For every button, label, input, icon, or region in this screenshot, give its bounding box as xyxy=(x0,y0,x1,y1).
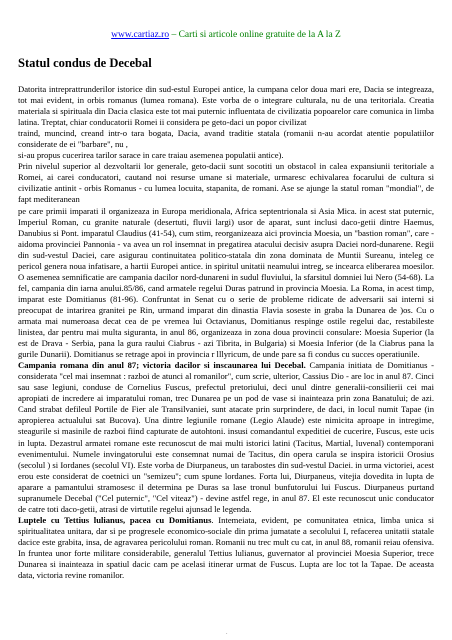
header-line xyxy=(0,30,452,40)
paragraph: pe care primii imparati il organizeaza in Europa meridionala, Africa septentrionala si Asia Mica. in acest stat puternic, Imperiul Roman, cu granite naturale (desertuti, fluvii largi) usor de aparat, sunt inclusi daco-getii dintre Haemus, Danubius si Pont. imparatul Claudius (41-54), cum stim, reorganizeaza aici provincia Moesia, un "bastion roman", care - aidoma provinciei Pannonia - va avea un rol insemnat in pregatirea atacului decisiv asupra Daciei nord-dunarene. Regii din sud-vestul Daciei, care asigurau continuitatea politico-statala din zona dominata de Muntii Sureanu, inteleg ce pericol genera noua infatisare, a hartii Europei antice. in spiritul unitatii neamului intreg, se incearca eliberarea moesilor. O asemenea semnificatie are campania dacilor nord-dunareni in sudul fluviului, la sfarsitul domniei lui Nero (54-68). La fel, campania din iarna anului.85/86, cand armatele regelui Duras patrund in provincia Moesia. La Roma, in acest timp, imparat este Domitianus (81-96). Confruntat in Senat cu o serie de probleme ridicate de adversarii sai interni si preocupat de intarirea granitei pe Rin, urmand imparat din dinastia Flavia soseste in graba la Dunarea de )os. Cu o armata mai numeroasa decat cea de pe vremea lui Octavianus, Domitianus respinge ostile regelui dac, restabileste linistea, dar pentru mai multa siguranta, in anul 86, organizeaza in zona doua provincii consulare: Moesia Superior (la est de Drava - Serbia, pana la gura raului Ciabrus - azi Tibrita, in Bulgaria) si Moesia Inferior (de la Ciabrus pana la gurile Dunarii). Domitianus se retrage apoi in provincia r lllyricum, de unde pare sa fi condus cu succes operatiunile. xyxy=(18,205,434,360)
section-paragraph xyxy=(18,360,434,515)
paragraph: Prin nivelul superior al dezvoltarii lor generale, geto-dacii sunt socotiti un obstacol in calea expansiunii teritoriale a Romei, ai carei conducatori, cautand noi resurse umane si materiale, urmaresc echivalarea focarului de cultura si civilizatie antinit - orbis Romanus - cu lumea locuita, stapanita, de romani. Ase se ajunge la statul roman "mondial", de fapt mediteranean xyxy=(18,161,434,205)
site-link[interactable]: www.cartiaz.ro xyxy=(111,30,170,40)
site-tagline: – Carti si articole online gratuite de la A la Z xyxy=(169,30,341,40)
section-text: Campania initiata de Domitianus - considerata "cel mai insemnat : razboi de atunci al romanilor", cum scrie, ulterior, Cassius Dio - are loc in anul 87. Cinci sau sase legiuni, conduse de Cornelius Fuscus, prefectul pretoriului, deci unul dintre generalii-consilierii cei mai apropiati de incredere ai imparatului roman, trec Dunarea pe un pod de vase si inainteaza prin zona Banatului; de azi. Cand strabat defileul Portile de Fier ale Transilvaniei, sunt atacate prin surprindere, de daci, in locul numit Tapae (in apropierea actualului sat Bucova). Una dintre legiunile romane (Legio Alaude) este nimicita aproape in intregime, steagurile si masinile de razboi fiind capturate de autohtoni. insusi comandantul expeditiei de cucerire, Fuscus, este ucis in lupta. Dezastrul armatei romane este recunoscut de mai multi istorici latini (Tacitus, Martial, luvenal) contemporani evenimentului. Numele invingatorului este consemnat numai de Tacitus, din opera carula se inspira istoricii Orosius (secolul ) si Iordanes (secolul VI). Este vorba de Diurpaneus, un tarabostes din sud-vestul Daciei. in urma victoriei, acest erou este considerat de coetnici un "semizeu"; cum spune lordanes. Forta lui, Diurpaneus, vitejia dovedita in lupta de aparare a pamantului stramosesc il determina pe Duras sa lase tronul bunfutorului lui Fuscus. Diurpaneus purtand supranumele Decebal ("Cel puternic", "Cel viteaz") - devine astfel rege, in anul 87. El este recunoscut unic conducator de catre toti daco-getii, atrasi de virtutile regelui ajunsad le legenda. xyxy=(18,360,434,514)
section-heading: Luptele cu Tettius lulianus, pacea cu Domitianus xyxy=(18,514,212,525)
paragraph: traind, muncind, creand intr-o tara bogata, Dacia, avand traditie statala (romanii n-au acordat atentie populatiilor considerate de ei "barbare", nu , xyxy=(18,128,434,150)
section-heading: Campania romana din anul 87; victoria dacilor si inscaunarea lui Decebal. xyxy=(18,360,306,371)
paragraph: si-au propus cucerirea tarilor sarace in care traiau asemenea populatii antice). xyxy=(18,150,284,161)
section-text: . Intemeiata, evident, pe comunitatea etnica, limba unica si spiritualitatea unitara, dar si pe progresele economico-sociale din prima jumatate a secolului I, refacerea unitatii statale dacice este grabita, insa, de agravarea pericolului roman. Romanii nu trec mult cu cat, in anul 88, romanii reiau ofensiva. In fruntea unor forte militare considerabile, generalul Tettius lulianus, guvernator al provinciei Moesia Superior, trece Dunarea si inainteaza in spatiul dacic cam pe acelasi itinerar urmat de Fuscus. Lupta are loc tot la Tapae. De aceasta data, victoria revine romanilor. xyxy=(18,514,435,581)
paragraph: Datorita intreprattrunderilor istorice din sud-estul Europei antice, la cumpana celor doua mari ere, Dacia se integreaza, tot mai evident, in orbis romanus (lumea romana). Este vorba de o integrare culturala, nu de una teritoriala. Creatia materiala si spirituala din Dacia clasica este tot mai puternic influentata de civilizatia popoarelor care comunica in limba latina. Treptat, chiar conducatorii Romei ii considera pe geto-daci un popor civilizat xyxy=(18,84,434,128)
document-title: Statul condus de Decebal xyxy=(18,56,152,70)
page-marker: . xyxy=(226,630,228,636)
document-body xyxy=(18,84,434,581)
section-paragraph xyxy=(18,515,434,581)
